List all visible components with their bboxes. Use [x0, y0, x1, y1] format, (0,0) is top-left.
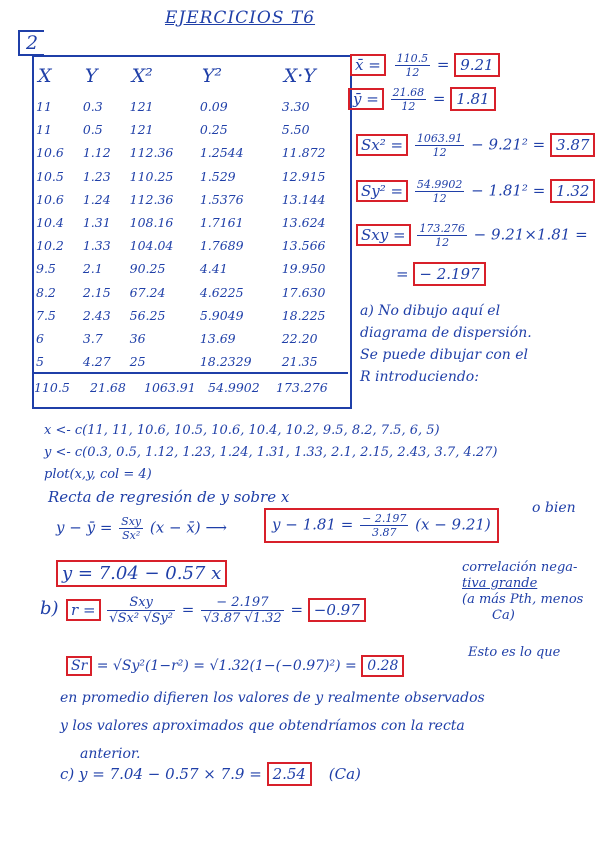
table-cell: 8.2	[36, 284, 56, 300]
mean-x-value: 9.21	[454, 53, 499, 77]
table-row	[34, 304, 350, 327]
page-title: EJERCICIOS T6	[165, 8, 316, 28]
table-cell: 13.566	[281, 238, 326, 254]
variance-y: Sy² = $\frac{54.9902}{12}$ − 1.81² = 1.32	[356, 178, 595, 205]
table-row	[34, 141, 350, 164]
table-cell: 1.7161	[199, 215, 244, 231]
covariance: Sxy = $\frac{173.276}{12}$ − 9.21×1.81 =	[356, 222, 588, 249]
regression-final: y = 7.04 − 0.57 x	[56, 560, 227, 587]
table-cell: 5.9049	[199, 307, 244, 323]
table-cell: 18.2329	[199, 354, 252, 370]
regression-applied: y − 1.81 = $\frac{- 2.197}{3.87}$ (x − 9.21)	[264, 508, 499, 543]
table-cell: 22.20	[281, 330, 318, 346]
table-cell: 1.12	[82, 145, 111, 161]
table-header-row	[34, 57, 350, 95]
table-cell: 19.950	[281, 261, 326, 277]
table-cell: 10.5	[36, 168, 64, 184]
table-cell: 17.630	[281, 284, 326, 300]
table-cell: 11	[36, 122, 52, 138]
table-cell: 36	[129, 330, 146, 346]
variance-x: Sx² = $\frac{1063.91}{12}$ − 9.21² = 3.87	[356, 132, 595, 159]
table-cell: 1.24	[82, 191, 111, 207]
covariance-result: = − 2.197	[396, 262, 486, 286]
table-cell: 9.5	[36, 261, 56, 277]
header-x: X	[38, 65, 52, 87]
table-cell: 4.6225	[199, 284, 244, 300]
table-cell: 5	[36, 354, 44, 370]
table-cell: 112.36	[129, 145, 174, 161]
table-cell: 13.624	[281, 215, 326, 231]
table-cell: 1.529	[199, 168, 236, 184]
table-cell: 11	[36, 99, 52, 115]
table-cell: 112.36	[129, 191, 174, 207]
regression-formula: y − ȳ = $\frac{\text{Sxy}}{\text{Sx²}}$ (x − x̄) ⟶	[56, 515, 227, 542]
table-row	[34, 95, 350, 118]
residual-std-value: 0.28	[361, 655, 404, 677]
table-cell: 21.35	[281, 354, 318, 370]
header-y: Y	[84, 65, 98, 87]
table-cell: 56.25	[129, 307, 166, 323]
covariance-value: − 2.197	[413, 262, 485, 286]
table-cell: 5.50	[281, 122, 310, 138]
table-cell: 3.30	[281, 99, 310, 115]
prediction-value: 2.54	[267, 762, 312, 786]
table-cell: 2.1	[82, 261, 103, 277]
variance-y-value: 1.32	[550, 179, 595, 203]
table-cell: 1.33	[82, 238, 111, 254]
table-row	[34, 234, 350, 257]
table-cell: 1.7689	[199, 238, 244, 254]
table-cell: 4.27	[82, 354, 111, 370]
regression-heading: Recta de regresión de y sobre x	[48, 488, 290, 506]
table-cell: 10.2	[36, 238, 64, 254]
table-cell: 1.2544	[199, 145, 244, 161]
table-cell: 10.6	[36, 191, 64, 207]
table-cell: 110.25	[129, 168, 174, 184]
sum-x: 110.5	[34, 380, 70, 395]
correlation-value: −0.97	[308, 598, 366, 622]
residual-note: Esto es lo que	[468, 645, 561, 660]
table-cell: 1.5376	[199, 191, 244, 207]
table-row	[34, 350, 350, 373]
r-code-y: y <- c(0.3, 0.5, 1.12, 1.23, 1.24, 1.31, 1.33, 2.1, 2.15, 2.43, 3.7, 4.27)	[44, 445, 498, 460]
table-row	[34, 327, 350, 350]
table-row	[34, 118, 350, 141]
table-cell: 1.31	[82, 215, 111, 231]
table-cell: 0.25	[199, 122, 228, 138]
header-y2: Y²	[201, 65, 222, 87]
residual-std: Sr = √Sy²(1−r²) = √1.32(1−(−0.97)²) = 0.28	[66, 655, 404, 677]
r-code	[44, 420, 498, 486]
part-c: c) y = 7.04 − 0.57 × 7.9 = 2.54 (Ca)	[60, 762, 361, 786]
r-code-plot: plot(x,y, col = 4)	[44, 467, 152, 482]
table-row	[34, 188, 350, 211]
table-cell: 121	[129, 99, 154, 115]
table-cell: 18.225	[281, 307, 326, 323]
mean-x: x̄ = $\frac{110.5}{12}$ = 9.21	[348, 52, 500, 79]
table-cell: 2.43	[82, 307, 111, 323]
table-cell: 25	[129, 354, 146, 370]
table-cell: 90.25	[129, 261, 166, 277]
table-cell: 3.7	[82, 330, 103, 346]
table-cell: 11.872	[281, 145, 326, 161]
sum-xy: 173.276	[276, 380, 328, 395]
table-cell: 104.04	[129, 238, 174, 254]
sum-x2: 1063.91	[144, 380, 196, 395]
table-cell: 4.41	[199, 261, 228, 277]
correlation-formula: r = $\frac{\text{Sxy}}{\text{√Sx² √Sy²}}$ = $\frac{- 2.197}{√3.87 √1.32}$ = −0.97	[66, 595, 366, 626]
table-cell: 13.69	[199, 330, 236, 346]
table-cell: 2.15	[82, 284, 111, 300]
table-cell: 10.6	[36, 145, 64, 161]
table-cell: 108.16	[129, 215, 174, 231]
o-bien-text: o bien	[532, 500, 576, 516]
mean-y: ȳ = $\frac{21.68}{12}$ = 1.81	[348, 86, 496, 113]
sum-y2: 54.9902	[208, 380, 260, 395]
table-cell: 6	[36, 330, 44, 346]
table-cell: 0.3	[82, 99, 103, 115]
table-row	[34, 165, 350, 188]
table-row	[34, 281, 350, 304]
table-cell: 1.23	[82, 168, 111, 184]
table-cell: 121	[129, 122, 154, 138]
variance-x-value: 3.87	[550, 133, 595, 157]
table-cell: 0.09	[199, 99, 228, 115]
r-code-x: x <- c(11, 11, 10.6, 10.5, 10.6, 10.4, 10.2, 9.5, 8.2, 7.5, 6, 5)	[44, 423, 440, 438]
table-cell: 7.5	[36, 307, 56, 323]
sum-y: 21.68	[90, 380, 126, 395]
table-cell: 10.4	[36, 215, 64, 231]
table-cell: 0.5	[82, 122, 103, 138]
header-x2: X²	[131, 65, 153, 87]
explanation: en promedio difieren los valores de y realmente observados y los valores aproximados que obtendríamos con la recta anterior.	[60, 690, 485, 762]
data-table	[32, 55, 352, 409]
table-cell: 13.144	[281, 191, 326, 207]
table-cell: 67.24	[129, 284, 166, 300]
mean-y-value: 1.81	[450, 87, 495, 111]
correlation-note: correlación nega- tiva grande (a más Pth, menos Ca)	[462, 560, 584, 623]
part-b-label: b)	[40, 598, 59, 619]
table-row	[34, 257, 350, 280]
table-cell: 12.915	[281, 168, 326, 184]
problem-number: 2	[18, 30, 44, 56]
sums-row	[32, 372, 348, 404]
note-a: a) No dibujo aquí el diagrama de dispersión. Se puede dibujar con el R introduciendo:	[360, 303, 532, 385]
table-row	[34, 211, 350, 234]
header-xy: X·Y	[283, 65, 316, 87]
